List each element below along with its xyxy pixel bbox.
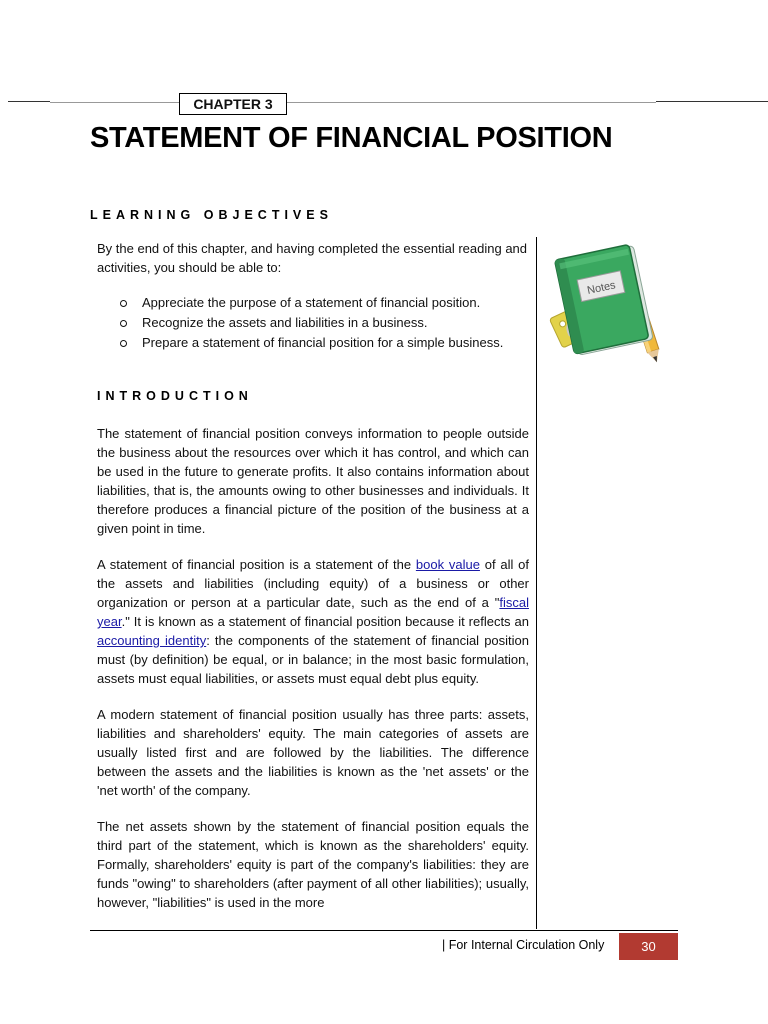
introduction-body (97, 424, 529, 912)
intro-paragraph-3: A modern statement of financial position usually has three parts: assets, liabilities and shareholders' equity. The main categories of assets are usually listed first and are followed by the liabilities. The difference between the assets and the liabilities is known as the 'net assets' or the 'net worth' of the company. (97, 707, 529, 798)
footer-rule (90, 930, 678, 931)
intro-paragraph-2 (97, 555, 529, 688)
intro-paragraph-1: The statement of financial position conveys information to people outside the business about the resources over which it has control, and which can be used in the future to generate profits. It also contains information about liabilities, that is, the amounts owing to other businesses and individuals. It therefore produces a financial picture of the position of the business at a given point in time. (97, 426, 529, 536)
para2-text-4: : the components of the statement of financial position must (by definition) be equal, or in balance; in the most basic formulation, assets must equal liabilities, or assets must equal debt plus equity. (97, 633, 530, 686)
column-divider (536, 237, 537, 929)
objectives-intro: By the end of this chapter, and having completed the essential reading and activities, you should be able to: (97, 241, 528, 275)
notebook-icon (548, 240, 670, 365)
header-rule-right (656, 101, 768, 102)
list-item (97, 333, 529, 353)
page-title: STATEMENT OF FINANCIAL POSITION (90, 122, 613, 154)
learning-objectives-heading: LEARNING OBJECTIVES (90, 208, 333, 222)
para2-text-3: ." It is known as a statement of financial position because it reflects an (121, 614, 529, 629)
bullet-circle-icon (120, 300, 127, 307)
header-rule-main (50, 102, 656, 103)
introduction-heading: INTRODUCTION (97, 389, 253, 403)
intro-paragraph-4: The net assets shown by the statement of financial position equals the third part of the statement, which is known as the shareholders' equity. Formally, shareholders' equity is part of the company's liabilities: they are funds "owing" to shareholders (after payment of all other liabilities); usually, however, "liabilities" is used in the more (97, 819, 529, 910)
objective-text: Recognize the assets and liabilities in a business. (142, 315, 428, 330)
objective-text: Appreciate the purpose of a statement of financial position. (142, 295, 481, 310)
learning-objectives-block (97, 239, 529, 353)
list-item (97, 293, 529, 313)
fiscal-year-link[interactable]: fiscal year (97, 595, 529, 629)
para2-text-2: of all of the assets and liabilities (including equity) of a business or other organization or person at a particular date, such as the end of a " (97, 557, 529, 610)
list-item (97, 313, 529, 333)
page-number-badge: 30 (619, 933, 678, 960)
objective-text: Prepare a statement of financial position for a simple business. (142, 335, 504, 350)
para2-text-1: A statement of financial position is a statement of the (97, 557, 416, 572)
bullet-circle-icon (120, 340, 127, 347)
header-rule-left (8, 101, 50, 102)
objectives-list (97, 293, 529, 353)
notes-label: Notes (586, 279, 617, 297)
accounting-identity-link[interactable]: accounting identity (97, 633, 207, 648)
bullet-circle-icon (120, 320, 127, 327)
book-value-link[interactable]: book value (415, 557, 480, 572)
chapter-label: CHAPTER 3 (179, 93, 287, 115)
footer-circulation-note: | For Internal Circulation Only (442, 938, 605, 952)
